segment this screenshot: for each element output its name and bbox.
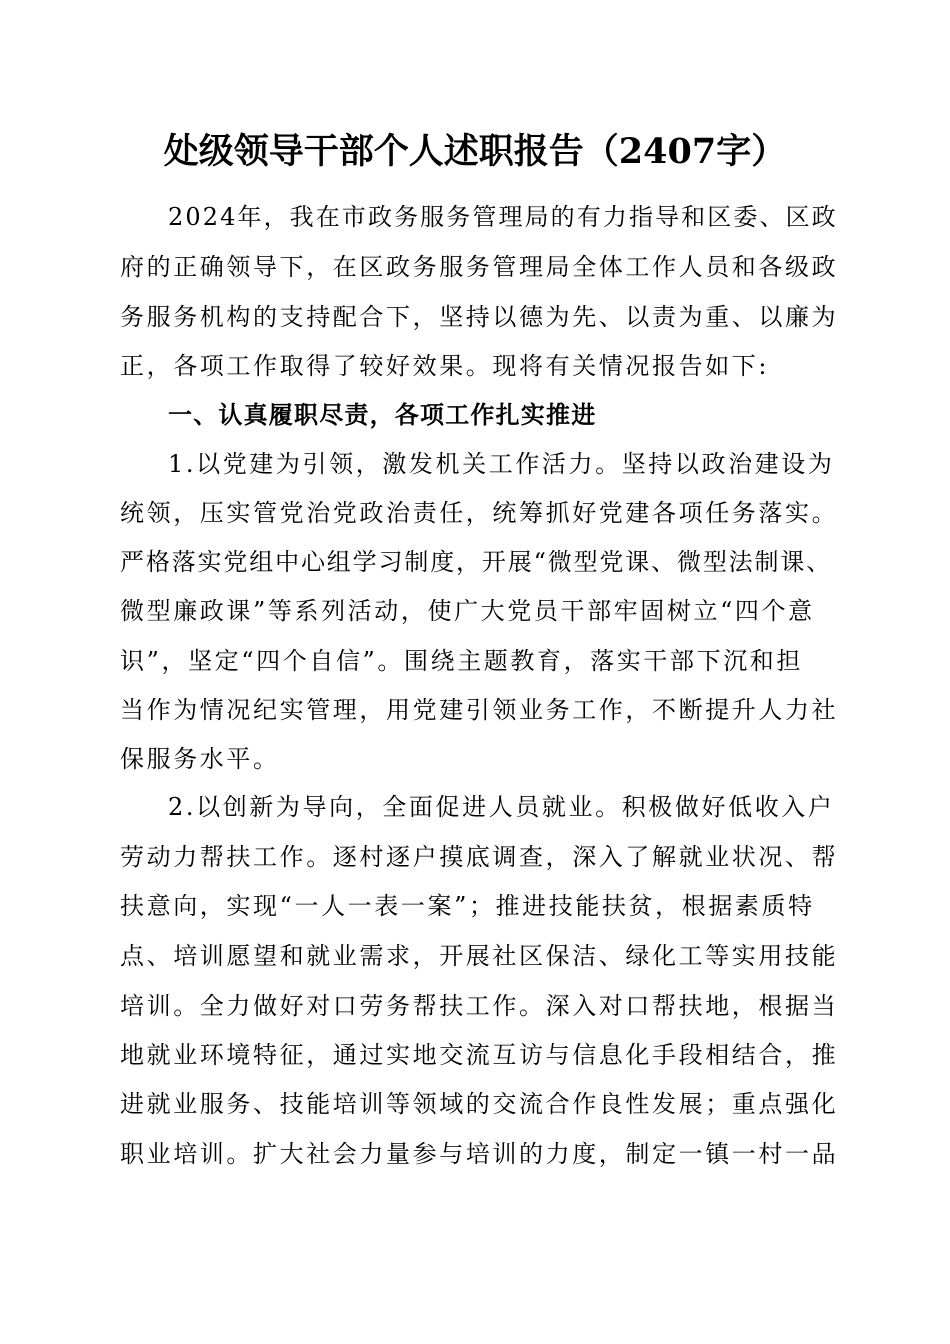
text-line: 1.以党建为引领，激发机关工作活力。坚持以政治建设为 xyxy=(168,450,835,478)
text-line: 保服务水平。 xyxy=(120,745,280,773)
text-line: 当作为情况纪实管理，用党建引领业务工作，不断提升人力社 xyxy=(120,696,839,724)
text-line: 点、培训愿望和就业需求，开展社区保洁、绿化工等实用技能 xyxy=(120,942,839,970)
text-line: 培训。全力做好对口劳务帮扶工作。深入对口帮扶地，根据当 xyxy=(120,992,839,1020)
text-line: 统领，压实管党治党政治责任，统筹抓好党建各项任务落实。 xyxy=(120,499,839,527)
text-line: 进就业服务、技能培训等领域的交流合作良性发展；重点强化 xyxy=(120,1090,839,1118)
text-line: 微型廉政课”等系列活动，使广大党员干部牢固树立“四个意 xyxy=(120,597,815,625)
text-line: 扶意向，实现“一人一表一案”；推进技能扶贫，根据素质特 xyxy=(120,892,815,920)
text-line: 劳动力帮扶工作。逐村逐户摸底调查，深入了解就业状况、帮 xyxy=(120,843,839,871)
text-line: 务服务机构的支持配合下，坚持以德为先、以责为重、以廉为 xyxy=(120,303,839,331)
text-line: 地就业环境特征，通过实地交流互访与信息化手段相结合，推 xyxy=(120,1041,839,1069)
text-line: 正，各项工作取得了较好效果。现将有关情况报告如下: xyxy=(120,352,770,380)
document-title: 处级领导干部个人述职报告（2407字） xyxy=(163,131,787,172)
text-line: 府的正确领导下，在区政务服务管理局全体工作人员和各级政 xyxy=(120,253,839,281)
text-line: 识”，坚定“四个自信”。围绕主题教育，落实干部下沉和担 xyxy=(120,647,804,675)
text-line: 2.以创新为导向，全面促进人员就业。积极做好低收入户 xyxy=(168,793,835,821)
text-line: 职业培训。扩大社会力量参与培训的力度，制定一镇一村一品 xyxy=(120,1140,839,1168)
section-heading: 一、认真履职尽责，各项工作扎实推进 xyxy=(168,401,597,429)
text-line: 2024年，我在市政务服务管理局的有力指导和区委、区政 xyxy=(168,203,838,231)
text-line: 严格落实党组中心组学习制度，开展“微型党课、微型法制课、 xyxy=(120,548,833,576)
